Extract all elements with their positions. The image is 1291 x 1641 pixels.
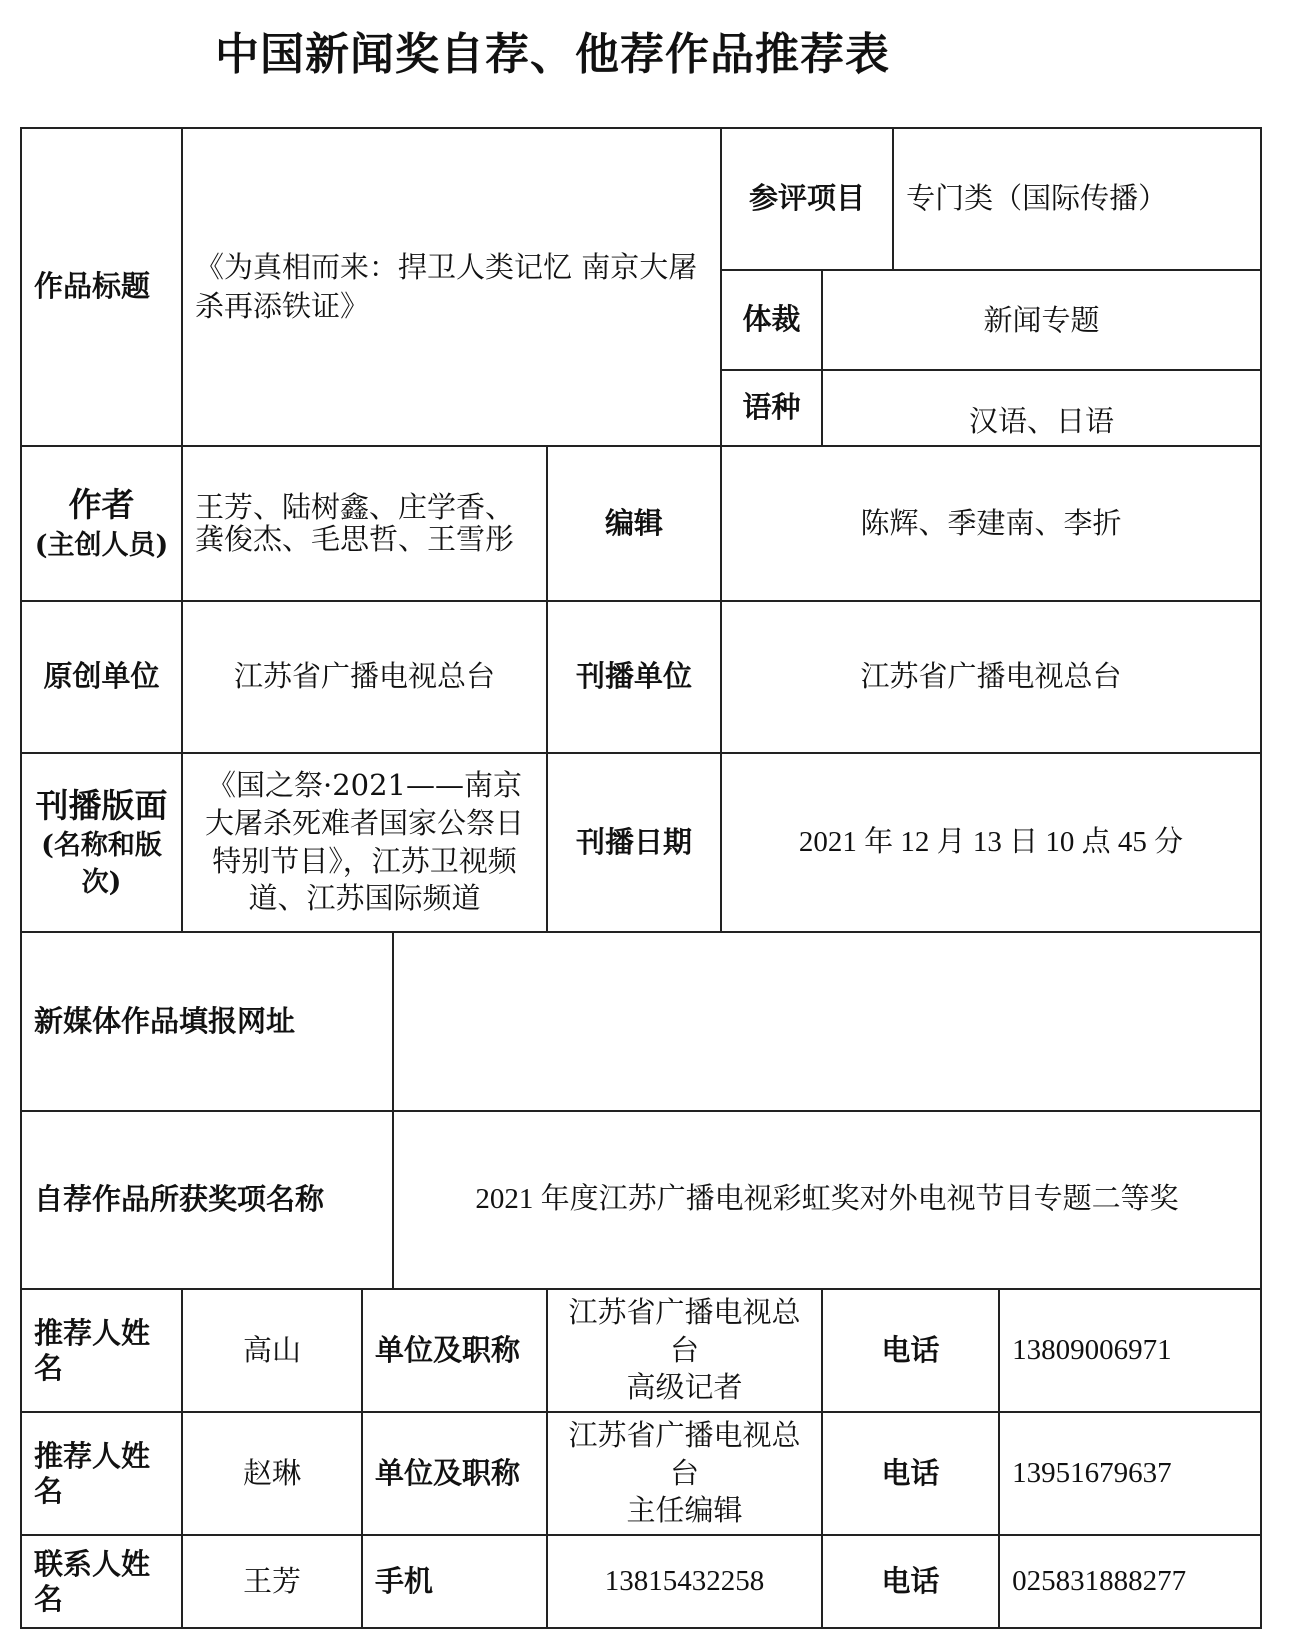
work-title-value: 《为真相而来：捍卫人类记忆 南京大屠杀再添铁证》 bbox=[182, 128, 721, 446]
author-sublabel: (主创人员) bbox=[34, 529, 169, 561]
language-value: 汉语、日语 bbox=[822, 370, 1261, 446]
contact-name: 王芳 bbox=[182, 1535, 362, 1628]
new-media-url-label: 新媒体作品填报网址 bbox=[21, 932, 393, 1111]
recommender-1-phone-label: 电话 bbox=[822, 1289, 999, 1412]
contact-phone-label: 电话 bbox=[822, 1535, 999, 1628]
recommender-1-unit-label: 单位及职称 bbox=[362, 1289, 547, 1412]
awards-value: 2021 年度江苏广播电视彩虹奖对外电视节目专题二等奖 bbox=[393, 1111, 1261, 1289]
contact-mobile-label: 手机 bbox=[362, 1535, 547, 1628]
language-label: 语种 bbox=[721, 370, 822, 446]
layout-value: 《国之祭·2021——南京大屠杀死难者国家公祭日特别节目》，江苏卫视频道、江苏国际频道 bbox=[182, 753, 547, 932]
new-media-url-value bbox=[393, 932, 1261, 1111]
recommender-1-name: 高山 bbox=[182, 1289, 362, 1412]
layout-label: 刊播版面 bbox=[35, 785, 168, 825]
recommender-1-position: 高级记者 bbox=[626, 1370, 743, 1405]
author-label: 作者 bbox=[68, 485, 135, 524]
author-value: 王芳、陆树鑫、庄学香、龚俊杰、毛思哲、王雪彤 bbox=[182, 446, 547, 601]
recommender-2-phone: 13951679637 bbox=[999, 1412, 1261, 1535]
publish-unit-value: 江苏省广播电视总台 bbox=[721, 601, 1261, 753]
contact-mobile: 13815432258 bbox=[547, 1535, 822, 1628]
recommendation-form bbox=[20, 127, 1262, 1629]
page-title: 中国新闻奖自荐、他荐作品推荐表 bbox=[215, 29, 890, 80]
recommender-2-name: 赵琳 bbox=[182, 1412, 362, 1535]
layout-label-cell bbox=[21, 753, 182, 932]
awards-label: 自荐作品所获奖项名称 bbox=[21, 1111, 393, 1289]
contact-phone: 025831888277 bbox=[999, 1535, 1261, 1628]
origin-unit-label: 原创单位 bbox=[21, 601, 182, 753]
recommender-2-phone-label: 电话 bbox=[822, 1412, 999, 1535]
recommender-1-name-label: 推荐人姓名 bbox=[21, 1289, 182, 1412]
genre-value: 新闻专题 bbox=[822, 270, 1261, 370]
publish-unit-label: 刊播单位 bbox=[547, 601, 721, 753]
category-value: 专门类（国际传播） bbox=[893, 128, 1261, 270]
publish-date-value: 2021 年 12 月 13 日 10 点 45 分 bbox=[721, 753, 1261, 932]
recommender-1-phone: 13809006971 bbox=[999, 1289, 1261, 1412]
work-title-label: 作品标题 bbox=[21, 128, 182, 446]
contact-name-label: 联系人姓名 bbox=[21, 1535, 182, 1628]
layout-sublabel: (名称和版次) bbox=[41, 830, 162, 898]
category-label: 参评项目 bbox=[721, 128, 893, 270]
editor-label: 编辑 bbox=[547, 446, 721, 601]
recommender-2-unit: 江苏省广播电视总台 bbox=[568, 1418, 801, 1490]
recommender-2-name-label: 推荐人姓名 bbox=[21, 1412, 182, 1535]
author-label-cell bbox=[21, 446, 182, 601]
origin-unit-value: 江苏省广播电视总台 bbox=[182, 601, 547, 753]
recommender-1-unit-cell bbox=[547, 1289, 822, 1412]
recommender-2-unit-label: 单位及职称 bbox=[362, 1412, 547, 1535]
recommender-2-position: 主任编辑 bbox=[626, 1493, 743, 1528]
publish-date-label: 刊播日期 bbox=[547, 753, 721, 932]
recommender-2-unit-cell bbox=[547, 1412, 822, 1535]
genre-label: 体裁 bbox=[721, 270, 822, 370]
editor-value: 陈辉、季建南、李折 bbox=[721, 446, 1261, 601]
recommender-1-unit: 江苏省广播电视总台 bbox=[568, 1295, 801, 1367]
